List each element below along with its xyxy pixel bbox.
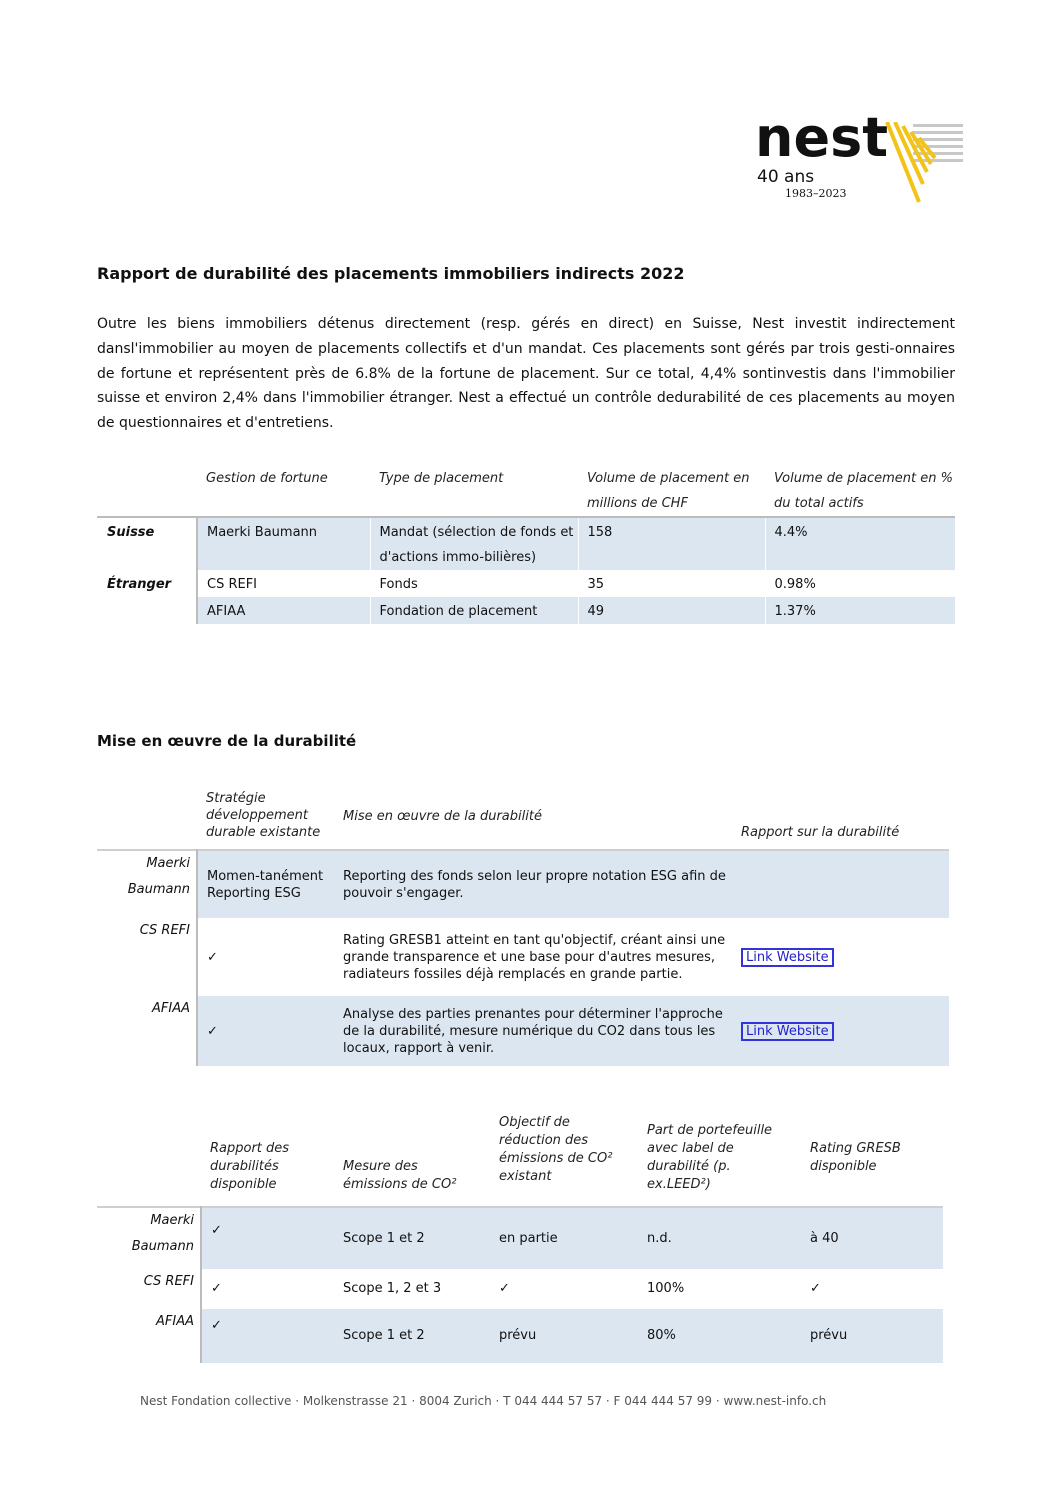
header-co2-measure: Mesure des émissions de CO²	[343, 1159, 457, 1192]
cell-gresb: à 40	[801, 1207, 943, 1269]
logo-anniversary: 40 ans	[757, 167, 815, 187]
nest-logo	[755, 108, 970, 208]
placements-table	[97, 466, 955, 624]
row-name: CS REFI	[97, 918, 197, 996]
table-row	[97, 1309, 943, 1363]
implementation-table	[97, 790, 949, 1066]
cell-report	[732, 918, 949, 996]
header-volume: Volume de placement en millions de CHF	[587, 471, 750, 511]
cell-pct: 0.98%	[765, 570, 955, 597]
row-name: AFIAA	[97, 996, 197, 1066]
header-report-available: Rapport des durabilités disponible	[210, 1141, 290, 1192]
footer-address: Nest Fondation collective · Molkenstrasse 21 · 8004 Zurich · T 044 444 57 57 · F 044 444 57 99 · www.nest-info.ch	[140, 1394, 827, 1408]
row-group-label: Suisse	[97, 517, 197, 570]
header-spacer	[97, 466, 197, 517]
cell-type: Mandat (sélection de fonds et d'actions immo-bilières)	[370, 517, 578, 570]
logo-stripes-icon	[883, 122, 965, 206]
logo-wordmark: nest	[755, 106, 889, 169]
row-name: Maerki Baumann	[97, 1207, 201, 1269]
header-spacer	[97, 1114, 201, 1207]
header-report: Rapport sur la durabilité	[741, 825, 900, 840]
row-name: AFIAA	[97, 1309, 201, 1363]
row-group-label: Étranger	[97, 570, 197, 597]
check-icon: ✓	[810, 1281, 821, 1296]
cell-objective: prévu	[490, 1309, 638, 1363]
table-row	[97, 996, 949, 1066]
header-spacer	[97, 790, 197, 850]
check-icon: ✓	[211, 1281, 222, 1296]
header-pct: Volume de placement en % du total actifs	[774, 471, 953, 511]
cell-strategy: Momen-tanément Reporting ESG	[197, 850, 334, 918]
cell-gresb: prévu	[801, 1309, 943, 1363]
cell-label: 80%	[638, 1309, 801, 1363]
cell-pct: 1.37%	[765, 597, 955, 624]
row-name: Maerki Baumann	[97, 850, 197, 918]
table-row	[97, 918, 949, 996]
header-reduction-objective: Objectif de réduction des émissions de CO² existant	[499, 1115, 613, 1184]
header-gresb: Rating GRESB disponible	[810, 1141, 901, 1174]
row-group-label	[97, 597, 197, 624]
check-icon: ✓	[201, 1207, 334, 1269]
cell-manager: AFIAA	[197, 597, 370, 624]
cell-measure: Scope 1 et 2	[334, 1207, 490, 1269]
cell-report	[732, 850, 949, 918]
cell-measure: Scope 1, 2 et 3	[343, 1281, 442, 1296]
website-link[interactable]: Link Website	[741, 1022, 834, 1041]
website-link[interactable]: Link Website	[741, 948, 834, 967]
emissions-table	[97, 1114, 943, 1363]
cell-implementation: Rating GRESB1 atteint en tant qu'objectif, créant ainsi une grande transparence et une base pour d'autres mesures, radiateurs fossiles déjà remplacés en grande partie.	[343, 932, 726, 982]
cell-report	[732, 996, 949, 1066]
table-row	[97, 597, 955, 624]
cell-volume: 35	[578, 570, 765, 597]
table-row	[97, 850, 949, 918]
intro-paragraph: Outre les biens immobiliers détenus directement (resp. gérés en direct) en Suisse, Nest investit indirectement dansl'immobilier au moyen de placements collectifs et d'un mandat. Ces placements sont gérés par trois gesti-onnaires de fortune et représentent près de 6.8% de la fortune de placement. Sur ce total, 4,4% sontinvestis dans l'immobilier suisse et environ 2,4% dans l'immobilier étranger. Nest a effectué un contrôle dedurabilité de ces placements au moyen de questionnaires et d'entretiens.	[97, 316, 955, 432]
cell-type: Fonds	[370, 570, 578, 597]
logo-dates: 1983–2023	[785, 187, 847, 200]
check-icon: ✓	[207, 949, 218, 965]
table-row	[97, 517, 955, 570]
table-row	[97, 570, 955, 597]
row-name: CS REFI	[97, 1269, 201, 1309]
header-label-share: Part de portefeuille avec label de durabilité (p. ex.LEED²)	[647, 1123, 773, 1192]
section-title: Mise en œuvre de la durabilité	[97, 732, 357, 750]
cell-pct: 4.4%	[765, 517, 955, 570]
header-implementation: Mise en œuvre de la durabilité	[343, 809, 542, 824]
cell-label: 100%	[647, 1281, 685, 1296]
header-strategy: Stratégie développement durable existante	[206, 791, 321, 840]
check-icon: ✓	[499, 1281, 510, 1296]
cell-objective: en partie	[490, 1207, 638, 1269]
header-type: Type de placement	[379, 471, 504, 486]
report-title: Rapport de durabilité des placements immobiliers indirects 2022	[97, 264, 685, 283]
cell-volume: 49	[578, 597, 765, 624]
cell-measure: Scope 1 et 2	[334, 1309, 490, 1363]
check-icon: ✓	[201, 1309, 334, 1363]
cell-label: n.d.	[638, 1207, 801, 1269]
cell-volume: 158	[578, 517, 765, 570]
check-icon: ✓	[197, 996, 334, 1066]
header-manager: Gestion de fortune	[206, 471, 328, 486]
table-row	[97, 1207, 943, 1269]
cell-implementation: Analyse des parties prenantes pour déterminer l'approche de la durabilité, mesure numérique du CO2 dans tous les locaux, rapport à venir.	[334, 996, 732, 1066]
table-row	[97, 1269, 943, 1309]
cell-manager: CS REFI	[197, 570, 370, 597]
cell-implementation: Reporting des fonds selon leur propre notation ESG afin de pouvoir s'engager.	[334, 850, 732, 918]
cell-type: Fondation de placement	[370, 597, 578, 624]
cell-manager: Maerki Baumann	[197, 517, 370, 570]
